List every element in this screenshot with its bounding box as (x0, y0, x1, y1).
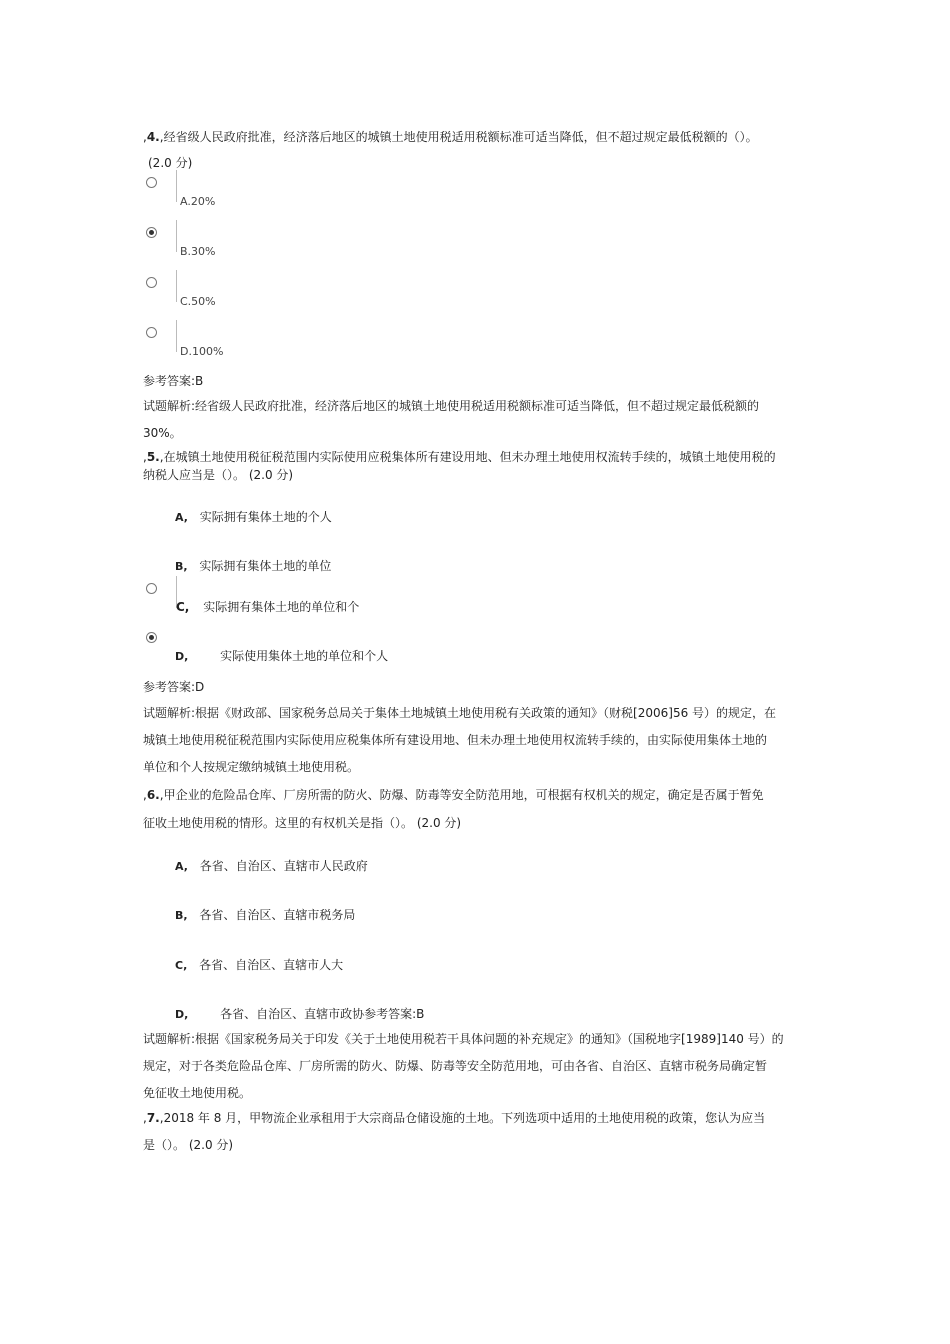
option-label: 各省、自治区、直辖市人大 (199, 958, 344, 972)
option-letter: B, (175, 560, 188, 573)
option-label: 实际拥有集体土地的单位和个 (203, 600, 360, 614)
question-text: 纳税人应当是（）。 (2.0 分) (143, 468, 294, 482)
option-label: D.100% (180, 345, 224, 358)
question-number: 4. (146, 130, 160, 144)
option-b[interactable] (175, 557, 331, 574)
radio-button[interactable] (146, 583, 157, 594)
option-label: 各省、自治区、直辖市人民政府 (199, 859, 368, 873)
reference-answer: 参考答案:D (143, 680, 205, 694)
option-d-text (175, 647, 388, 664)
analysis-text: 免征收土地使用税。 (143, 1086, 252, 1100)
question-text: 是（）。 (2.0 分) (143, 1138, 234, 1152)
analysis-text: 试题解析:经省级人民政府批准，经济落后地区的城镇土地使用税适用税额标准可适当降低，但不超过规定最低税额的 (143, 399, 760, 413)
option-letter: A, (175, 511, 188, 524)
option-divider (176, 320, 177, 352)
analysis-text: 城镇土地使用税征税范围内实际使用应税集体所有建设用地、但未办理土地使用权流转手续的，由实际使用集体土地的 (143, 733, 768, 747)
question-text: ,2018 年 8 月，甲物流企业承租用于大宗商品仓储设施的土地。下列选项中适用的土地使用税的政策，您认为应当 (159, 1111, 766, 1125)
question-text: ,甲企业的危险品仓库、厂房所需的防火、防爆、防毒等安全防范用地，可根据有权机关的规定，确定是否属于暂免 (159, 788, 764, 802)
analysis-text: 30%。 (143, 426, 182, 440)
option-label: 各省、自治区、直辖市税务局 (199, 908, 356, 922)
radio-button[interactable] (146, 327, 157, 338)
option-label: A.20% (180, 195, 216, 208)
question-4-stem (143, 128, 758, 146)
option-divider (176, 220, 177, 252)
option-d[interactable] (175, 1005, 424, 1022)
option-letter: D, (175, 650, 189, 663)
question-6-stem (143, 786, 764, 804)
option-a[interactable] (175, 857, 368, 874)
radio-button[interactable] (146, 277, 157, 288)
option-letter: C, (176, 600, 190, 614)
analysis-text: 试题解析:根据《国家税务局关于印发《关于土地使用税若干具体问题的补充规定》的通知》（国税地字[1989]140 号）的 (143, 1032, 784, 1046)
radio-button-selected[interactable] (146, 632, 157, 643)
question-text: 征收土地使用税的情形。这里的有权机关是指（）。 (2.0 分) (143, 816, 462, 830)
question-5-stem (143, 448, 776, 466)
option-label: 实际拥有集体土地的个人 (199, 510, 332, 524)
radio-button-selected[interactable] (146, 227, 157, 238)
analysis-text: 规定，对于各类危险品仓库、厂房所需的防火、防爆、防毒等安全防范用地，可由各省、自治区、直辖市税务局确定暂 (143, 1059, 768, 1073)
option-letter: A, (175, 860, 188, 873)
option-b[interactable] (175, 906, 355, 923)
option-a[interactable] (175, 508, 332, 525)
option-label: 各省、自治区、直辖市政协参考答案:B (220, 1007, 425, 1021)
analysis-text: 单位和个人按规定缴纳城镇土地使用税。 (143, 760, 360, 774)
question-number: 7. (146, 1111, 160, 1125)
option-divider (176, 270, 177, 302)
option-divider (176, 170, 177, 202)
option-label: 实际拥有集体土地的单位 (199, 559, 332, 573)
question-prefix: , (143, 450, 147, 464)
question-prefix: , (143, 130, 147, 144)
option-label: B.30% (180, 245, 216, 258)
question-7-stem (143, 1109, 765, 1127)
question-text: ,经省级人民政府批准，经济落后地区的城镇土地使用税适用税额标准可适当降低，但不超过规定最低税额的（）。 (159, 130, 758, 144)
question-text: ,在城镇土地使用税征税范围内实际使用应税集体所有建设用地、但未办理土地使用权流转手续的，城镇土地使用税的 (159, 450, 776, 464)
analysis-text: 试题解析:根据《财政部、国家税务总局关于集体土地城镇土地使用税有关政策的通知》（财税[2006]56 号）的规定，在 (143, 706, 777, 720)
option-label: 实际使用集体土地的单位和个人 (220, 649, 389, 663)
reference-answer: 参考答案:B (143, 374, 204, 388)
question-prefix: , (143, 1111, 147, 1125)
option-letter: B, (175, 909, 188, 922)
option-label-clipped (176, 598, 360, 614)
question-prefix: , (143, 788, 147, 802)
option-c[interactable] (175, 956, 343, 973)
question-number: 6. (146, 788, 160, 802)
option-label: C.50% (180, 295, 216, 308)
option-letter: C, (175, 959, 188, 972)
radio-button[interactable] (146, 177, 157, 188)
question-4-score: (2.0 分) (148, 156, 193, 170)
question-number: 5. (146, 450, 160, 464)
option-letter: D, (175, 1008, 189, 1021)
